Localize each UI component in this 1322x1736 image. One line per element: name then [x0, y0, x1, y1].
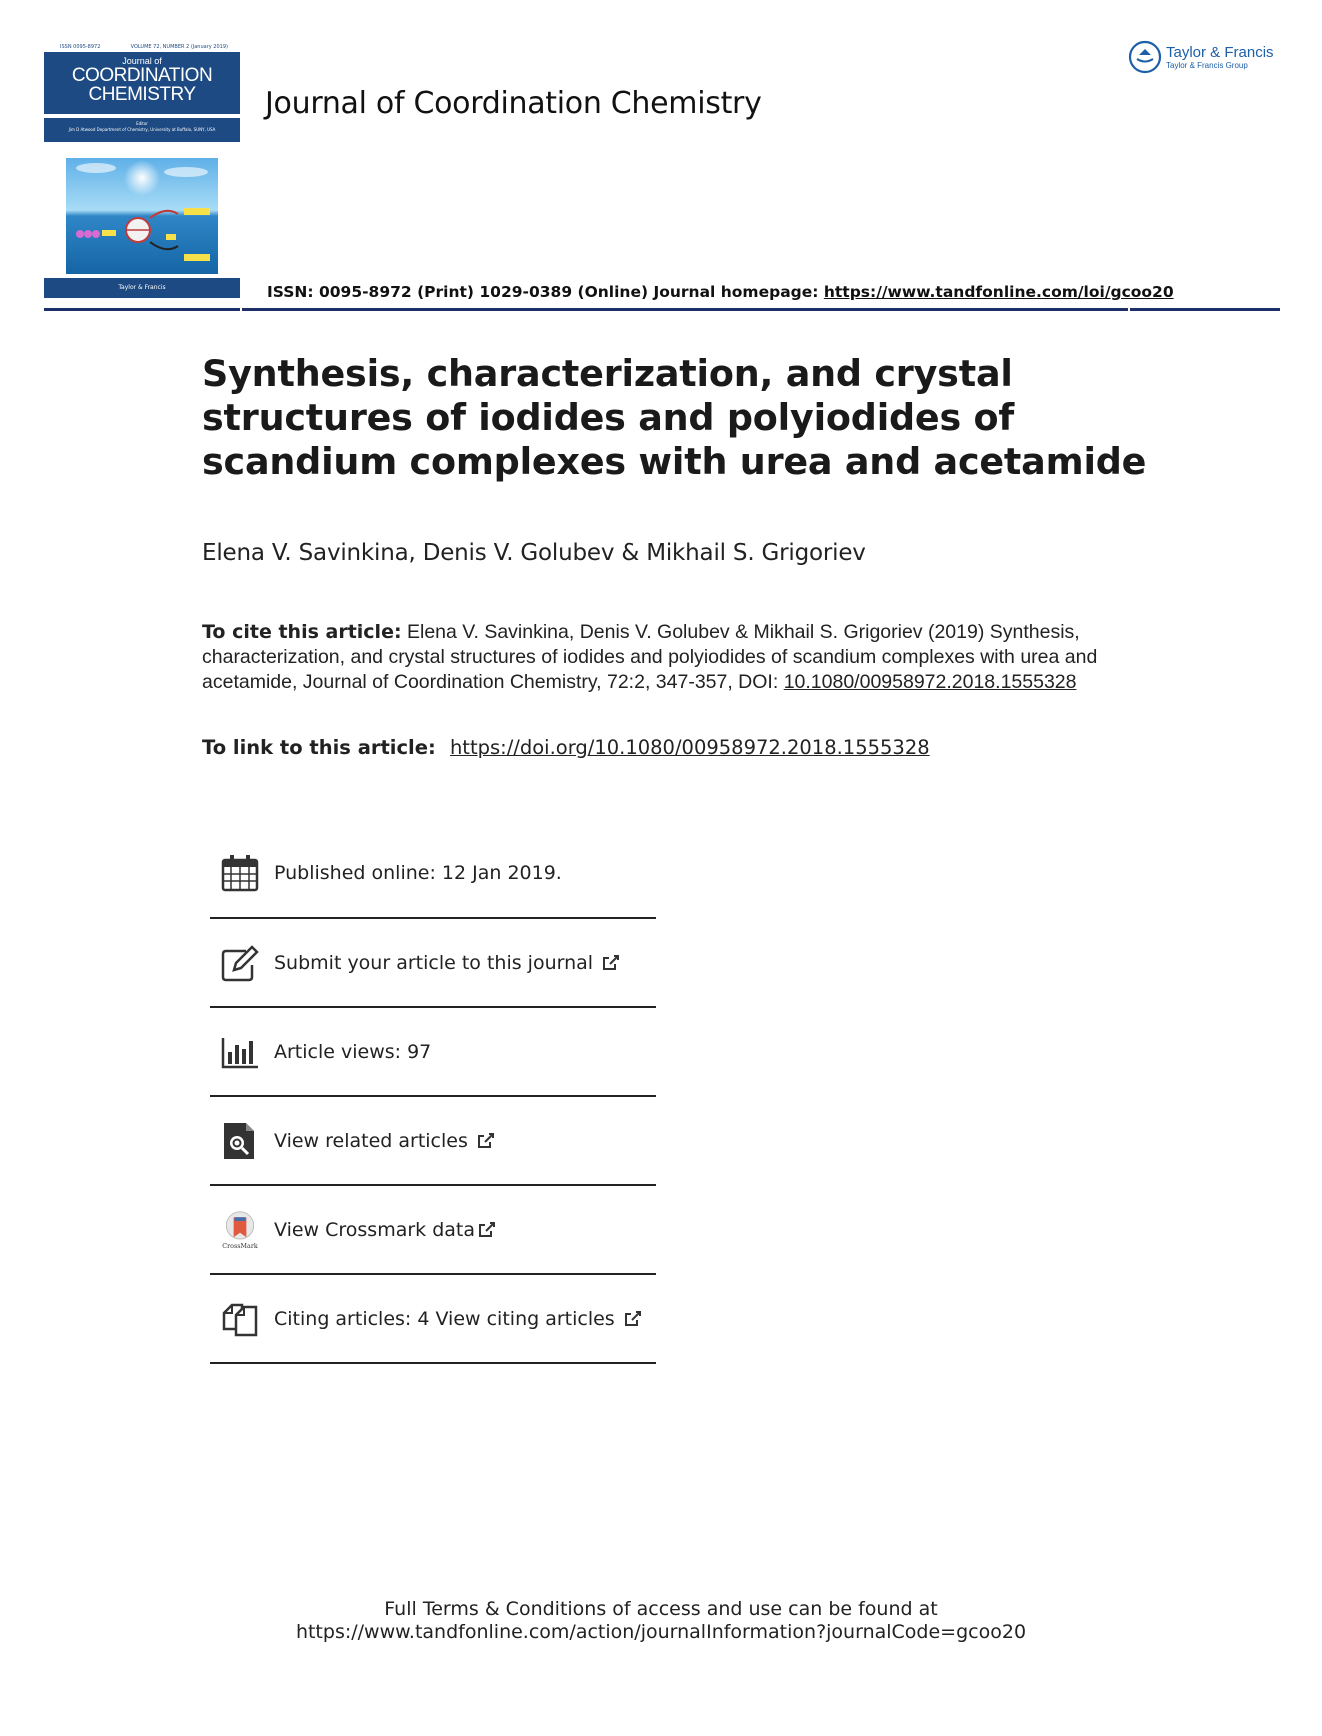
cover-editor-band	[44, 118, 240, 142]
citation-doi-link[interactable]: 10.1080/00958972.2018.1555328	[783, 671, 1077, 693]
header-rule-gap	[1128, 308, 1130, 311]
cover-journal-of: Journal of	[122, 56, 162, 66]
info-row-related[interactable]	[210, 1097, 656, 1186]
external-link-icon	[477, 1220, 497, 1240]
cover-volume: VOLUME 72, NUMBER 2 (January 2019)	[130, 44, 228, 50]
info-row-published	[210, 828, 656, 919]
info-row-views	[210, 1008, 656, 1097]
article-info-list	[210, 828, 656, 1364]
article-link-label: To link to this article:	[202, 736, 436, 759]
issn-line	[267, 283, 1174, 301]
cover-name-line1: COORDINATION	[71, 65, 213, 86]
crossmark-link[interactable]	[274, 1219, 497, 1241]
terms-url[interactable]: https://www.tandfonline.com/action/journalInformation?journalCode=gcoo20	[295, 1621, 1027, 1643]
cover-issn: ISSN 0095-8972	[60, 44, 101, 50]
publisher-logo-icon	[1128, 40, 1162, 74]
crossmark-logo-text: CrossMark	[222, 1242, 258, 1250]
terms-footer	[0, 1598, 1322, 1644]
article-authors: Elena V. Savinkina, Denis V. Golubev & Mikhail S. Grigoriev	[202, 540, 866, 566]
cover-editor-label: Editor	[136, 121, 148, 126]
info-row-citing[interactable]	[210, 1275, 656, 1364]
cover-footer-brand	[44, 278, 240, 298]
external-link-icon	[601, 953, 621, 973]
article-views: Article views: 97	[274, 1040, 432, 1063]
publisher-name: Taylor & Francis	[1166, 43, 1274, 61]
cover-title-band	[44, 52, 240, 114]
article-link-line	[202, 736, 930, 759]
bar-chart-icon	[220, 1032, 260, 1072]
crossmark-label: View Crossmark data	[274, 1218, 476, 1241]
cover-footer-text: Taylor & Francis	[118, 284, 166, 291]
external-link-icon	[623, 1309, 643, 1329]
submit-article-link[interactable]	[274, 952, 621, 974]
cover-illustration	[66, 158, 218, 274]
header-rule-gap	[240, 308, 242, 311]
citing-articles-label: Citing articles: 4 View citing articles	[274, 1307, 615, 1330]
external-link-icon	[476, 1131, 496, 1151]
issn-text: ISSN: 0095-8972 (Print) 1029-0389 (Online) Journal homepage:	[267, 283, 824, 301]
citation-block	[202, 620, 1102, 695]
citation-label: To cite this article:	[202, 621, 402, 643]
journal-title: Journal of Coordination Chemistry	[265, 86, 762, 121]
info-row-submit[interactable]	[210, 919, 656, 1008]
article-title: Synthesis, characterization, and crystal structures of iodides and polyiodides of scandium complexes with urea and acetamide	[202, 352, 1147, 483]
header-rule	[44, 308, 1280, 311]
calendar-icon	[220, 853, 260, 893]
citation-text: Elena V. Savinkina, Denis V. Golubev & Mikhail S. Grigoriev (2019) Synthesis, characterization, and crystal structures of iodides and polyiodides of scandium complexes with urea and acetamide, Journal of Coordination Chemistry, 72:2, 347-357, DOI:	[202, 621, 1098, 693]
citing-articles-link[interactable]	[274, 1308, 643, 1330]
related-articles-label: View related articles	[274, 1129, 468, 1152]
publisher-logo[interactable]	[1128, 40, 1274, 74]
article-doi-link[interactable]: https://doi.org/10.1080/00958972.2018.1555328	[449, 736, 930, 759]
submit-article-label: Submit your article to this journal	[274, 951, 594, 974]
published-date: Published online: 12 Jan 2019.	[274, 861, 562, 884]
terms-line: Full Terms & Conditions of access and use can be found at	[384, 1598, 938, 1620]
document-search-icon	[220, 1121, 260, 1161]
cover-meta	[44, 42, 240, 52]
journal-homepage-link[interactable]: https://www.tandfonline.com/loi/gcoo20	[823, 283, 1174, 301]
copy-documents-icon	[220, 1299, 260, 1339]
related-articles-link[interactable]	[274, 1130, 496, 1152]
crossmark-icon	[220, 1210, 260, 1250]
publisher-group: Taylor & Francis Group	[1166, 60, 1248, 70]
edit-icon	[220, 943, 260, 983]
journal-cover	[44, 42, 240, 278]
cover-editor-line: Jim D Atwood Department of Chemistry, University at Buffalo, SUNY, USA	[68, 127, 216, 132]
cover-name-line2: CHEMISTRY	[88, 84, 196, 105]
info-row-crossmark[interactable]	[210, 1186, 656, 1275]
